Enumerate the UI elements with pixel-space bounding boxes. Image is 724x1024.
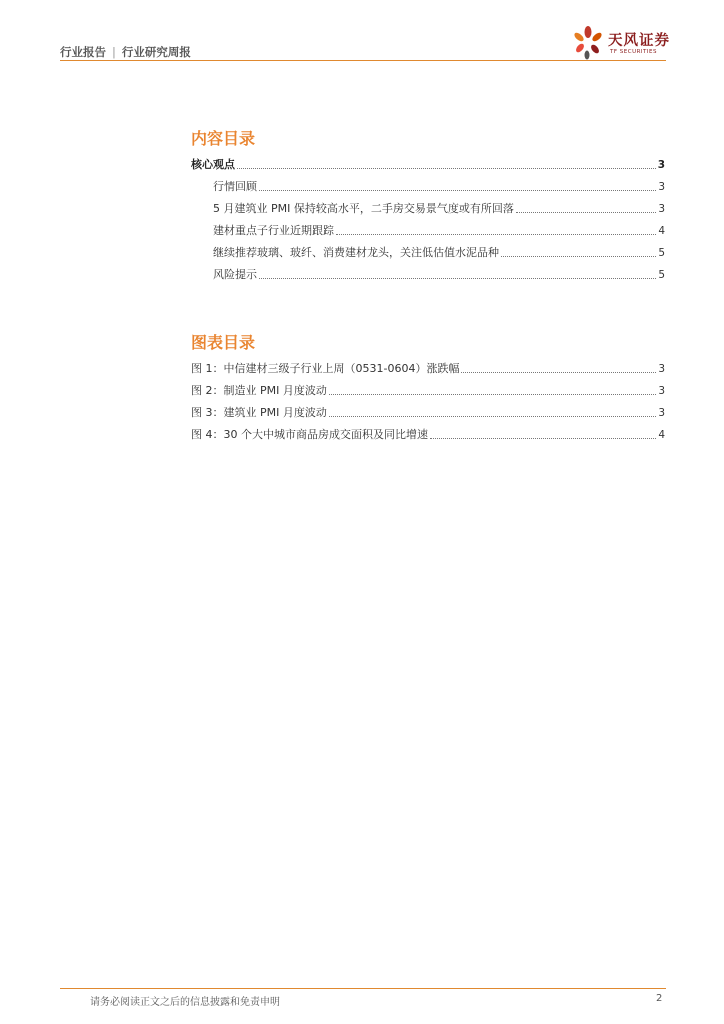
company-logo [568, 23, 678, 63]
toc-entry-label: 行情回顾 [213, 180, 257, 193]
flower-logo-icon [568, 23, 608, 63]
toc-entry[interactable] [191, 156, 665, 172]
toc-entry[interactable] [213, 178, 665, 194]
page-number: 2 [656, 993, 663, 1004]
toc-dot-leader [329, 393, 656, 395]
toc-entry[interactable] [191, 382, 665, 398]
toc-entry-label: 5 月建筑业 PMI 保持较高水平，二手房交易景气度或有所回落 [213, 202, 514, 215]
toc-entry[interactable] [213, 244, 665, 260]
toc-dot-leader [329, 415, 656, 417]
toc-entry-page: 4 [658, 225, 665, 237]
toc-entry-label: 建材重点子行业近期跟踪 [213, 224, 334, 237]
toc-entry-page: 3 [658, 181, 665, 193]
logo-subtitle: TF SECURITIES [610, 49, 657, 55]
toc-entry-page: 3 [658, 363, 665, 375]
toc-entry-label: 图 1：中信建材三级子行业上周（0531-0604）涨跌幅 [191, 362, 460, 375]
header-separator: | [112, 45, 116, 59]
toc-dot-leader [501, 255, 656, 257]
contents-title: 内容目录 [191, 129, 256, 148]
footer-disclaimer: 请务必阅读正文之后的信息披露和免责申明 [90, 997, 280, 1008]
report-type: 行业报告 [60, 45, 106, 59]
toc-entry-page: 3 [658, 385, 665, 397]
toc-dot-leader [336, 233, 656, 235]
figures-title: 图表目录 [191, 333, 256, 352]
toc-entry[interactable] [213, 200, 665, 216]
toc-entry-label: 风险提示 [213, 268, 257, 281]
toc-dot-leader [516, 211, 656, 213]
logo-name: 天风证券 [608, 33, 670, 49]
toc-entry-label: 继续推荐玻璃、玻纤、消费建材龙头，关注低估值水泥品种 [213, 246, 499, 259]
toc-dot-leader [237, 167, 656, 169]
toc-entry-page: 3 [657, 159, 665, 171]
toc-dot-leader [430, 437, 656, 439]
toc-entry[interactable] [191, 360, 665, 376]
footer-divider [60, 988, 666, 989]
report-subtype: 行业研究周报 [121, 45, 191, 59]
toc-entry[interactable] [213, 222, 665, 238]
toc-entry-label: 图 4：30 个大中城市商品房成交面积及同比增速 [191, 428, 428, 441]
toc-entry-page: 5 [658, 269, 665, 281]
report-header [60, 44, 191, 60]
toc-entry[interactable] [191, 426, 665, 442]
toc-entry[interactable] [213, 266, 665, 282]
header-divider [60, 60, 666, 61]
toc-entry-page: 4 [658, 429, 665, 441]
toc-entry-label: 图 2：制造业 PMI 月度波动 [191, 384, 327, 397]
toc-entry-page: 5 [658, 247, 665, 259]
toc-dot-leader [259, 189, 656, 191]
toc-entry-page: 3 [658, 203, 665, 215]
toc-entry-page: 3 [658, 407, 665, 419]
toc-dot-leader [461, 371, 656, 373]
toc-entry[interactable] [191, 404, 665, 420]
toc-entry-label: 核心观点 [191, 158, 235, 171]
toc-dot-leader [259, 277, 656, 279]
toc-entry-label: 图 3：建筑业 PMI 月度波动 [191, 406, 327, 419]
